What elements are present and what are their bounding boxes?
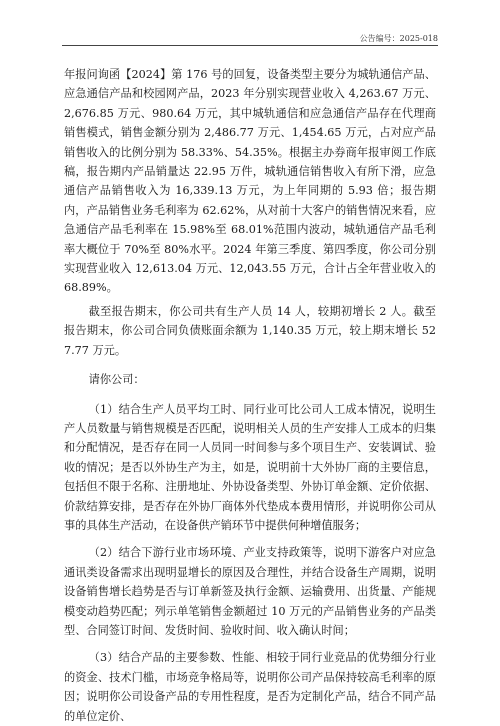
paragraph-product-revenue: 年报问询函【2024】第 176 号的回复，设备类型主要分为城轨通信产品、应急通信产品和校园网产品，2023 年分别实现营业收入 4,263.67 万元、2,676.85 万元、980.64 万元，其中城轨通信和应急通信产品存在代理商销售模式，销售金额分别为 2,486.77 万元、1,454.65 万元，占对应产品销售收入的比例分别为 58.33%、54.35%。根据主办券商年报审阅工作底稿，报告期内产品销量达 22.95 万件，城轨通信销售收入有所下滑，应急通信产品销售收入为 16,339.13 万元，为上年同期的 5.93 倍；报告期内，产品销售业务毛利率为 62.62%，从对前十大客户的销售情况来看，应急通信产品毛利率在 15.98%至 68.01%范围内波动，城轨通信产品毛利率大概位于 70%至 80%水平。2024 年第三季度、第四季度，你公司分别实现营业收入 12,613.04 万元、12,043.55 万元，合计占全年营业收入的 68.89%。: [64, 68, 436, 295]
header-divider: [62, 45, 438, 46]
paragraph-question-3: （3）结合产品的主要参数、性能、相较于同行业竞品的优势细分行业的资金、技术门槛，市场竞争格局等，说明你公司产品保持较高毛利率的原因；说明你公司设备产品的专用性程度，是否为定制化产品，结合不同产品的单位定价、: [64, 651, 436, 723]
paragraph-question-2: （2）结合下游行业市场环境、产业支持政策等，说明下游客户对应急通讯类设备需求出现明显增长的原因及合理性，并结合设备生产周期，说明设备销售增长趋势是否与订单新签及执行金额、运输费用、出货量、产能规模变动趋势匹配；列示单笔销售金额超过 10 万元的产品销售业务的产品类型、合同签订时间、发货时间、验收时间、收入确认时间；: [64, 546, 436, 637]
page-header: [0, 0, 500, 44]
document-body: [64, 65, 436, 726]
paragraph-question-1: （1）结合生产人员平均工时、同行业可比公司人工成本情况，说明生产人员数量与销售规模是否匹配，说明相关人员的生产安排人工成本的归集和分配情况，是否存在同一人员同一时间参与多个项目生产、安装调试、验收的情况；是否以外协生产为主，如是，说明前十大外协厂商的主要信息，包括但不限于名称、注册地址、外协设备类型、外协订单金额、定价依据、价款结算安排，是否存在外协厂商体外代垫成本费用情形，并说明你公司从事的具体生产活动，在设备供产销环节中提供何种增值服务；: [64, 402, 436, 532]
announcement-number: 公告编号：2025-018: [359, 34, 438, 43]
paragraph-staff-liabilities: 截至报告期末，你公司共有生产人员 14 人，较期初增长 2 人。截至报告期末，你公司合同负债账面余额为 1,140.35 万元，较上期末增长 527.77 万元。: [64, 304, 436, 357]
paragraph-request-intro: 请你公司：: [88, 373, 145, 387]
